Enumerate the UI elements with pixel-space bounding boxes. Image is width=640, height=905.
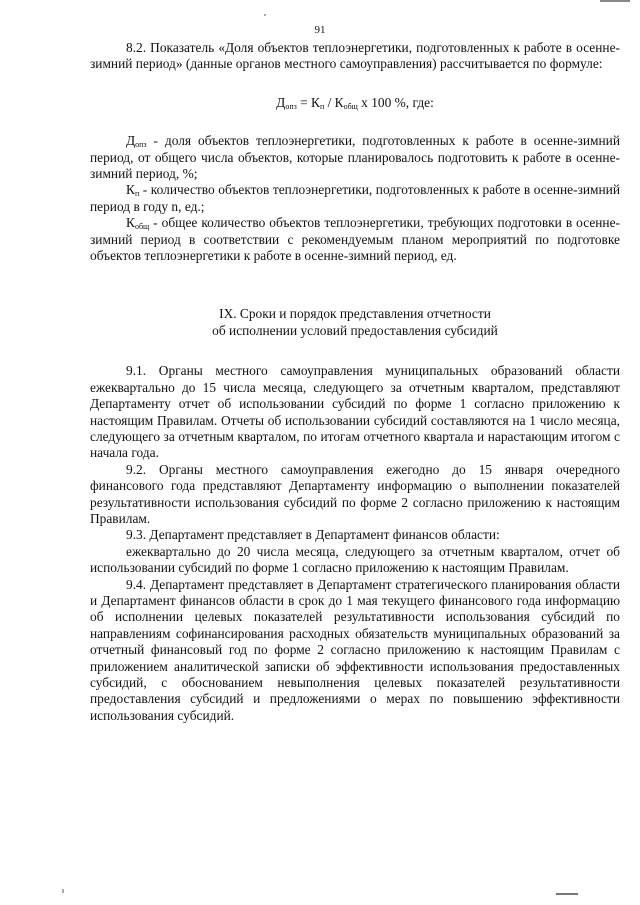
definition-symbol-sub: п bbox=[134, 189, 140, 199]
formula bbox=[90, 95, 620, 111]
scan-mark-top bbox=[600, 0, 630, 2]
definition-symbol: Д bbox=[126, 133, 136, 149]
definition-d-opz bbox=[90, 133, 620, 182]
paragraph-9-4: 9.4. Департамент представляет в Департамент стратегического планирования области и Департамент финансов области в срок до 1 мая текущего финансового года информацию об исполнении целевых показателей результативности использования субсидий по направлениям софинансирования расходных обязательств муниципальных образований за отчетный финансовый год по форме 2 согласно приложению к настоящим Правилам с приложением аналитической записки об эффективности использования предоставленных субсидий, с обоснованием невыполнения целевых показателей результативности предоставления субсидий и предложениями о мерах по повышению эффективности использования субсидий. bbox=[90, 576, 620, 723]
section-heading bbox=[90, 306, 620, 339]
definition-text: - доля объектов теплоэнергетики, подготовленных к работе в осенне-зимний период, от общего числа объектов, которые планировалось подготовить к работе в осенне-зимний период, %; bbox=[90, 133, 620, 182]
section-heading-line2: об исполнении условий предоставления субсидий bbox=[212, 322, 498, 338]
document-body bbox=[90, 40, 620, 724]
paragraph-9-3-sub: ежеквартально до 20 числа месяца, следующего за отчетным кварталом, отчет об использовании субсидий по форме 1 согласно приложению к настоящим Правилам. bbox=[90, 543, 620, 576]
paragraph-9-3: 9.3. Департамент представляет в Департамент финансов области: bbox=[126, 527, 500, 543]
formula-lhs: Д bbox=[276, 94, 286, 110]
paragraph-8-2: 8.2. Показатель «Доля объектов теплоэнергетики, подготовленных к работе в осенне-зимний период» (данные органов местного самоуправления) рассчитывается по формуле: bbox=[90, 40, 620, 72]
paragraph-9-2: 9.2. Органы местного самоуправления ежегодно до 15 января очередного финансового года представляют Департаменту информацию о выполнении показателей результативности использования субсидий по форме 2 согласно приложению к настоящим Правилам. bbox=[90, 461, 620, 526]
definition-k-obshch bbox=[90, 215, 620, 264]
definition-symbol: К bbox=[126, 182, 135, 198]
scan-dot-top bbox=[264, 14, 266, 16]
definition-symbol-sub: опз bbox=[135, 140, 147, 150]
page-number: 91 bbox=[314, 24, 326, 36]
formula-tail: x 100 %, где: bbox=[357, 94, 434, 110]
formula-div: / К bbox=[324, 94, 344, 110]
section-heading-line1: IX. Сроки и порядок представления отчетности bbox=[219, 306, 491, 322]
formula-k1-sub: п bbox=[319, 101, 325, 111]
scan-mark-bottom bbox=[556, 893, 578, 895]
scan-dot-bottom bbox=[62, 889, 64, 893]
definition-symbol-sub: общ bbox=[134, 222, 150, 232]
definition-symbol: К bbox=[126, 215, 135, 231]
definition-k-p bbox=[90, 182, 620, 215]
paragraph-9-1: 9.1. Органы местного самоуправления муниципальных образований области ежеквартально до 15 числа месяца, следующего за отчетным кварталом, представляют Департаменту отчет об использовании субсидий по форме 1 согласно приложению к настоящим Правилам. Отчеты об использовании субсидий составляются на 1 число месяца, следующего за отчетным кварталом, по итогам отчетного квартала и нарастающим итогом с начала года. bbox=[90, 363, 620, 461]
formula-lhs-sub: опз bbox=[285, 101, 297, 111]
formula-k2-sub: общ bbox=[343, 101, 358, 111]
definition-text: - количество объектов теплоэнергетики, подготовленных к работе в осенне-зимний период в году n, ед.; bbox=[90, 182, 620, 214]
formula-eq: = К bbox=[296, 94, 320, 110]
definition-text: - общее количество объектов теплоэнергетики, требующих подготовки в осенне-зимний период в соответствии с рекомендуемым планом мероприятий по подготовке объектов теплоэнергетики к работе в осенне-зимний период, ед. bbox=[90, 215, 620, 264]
